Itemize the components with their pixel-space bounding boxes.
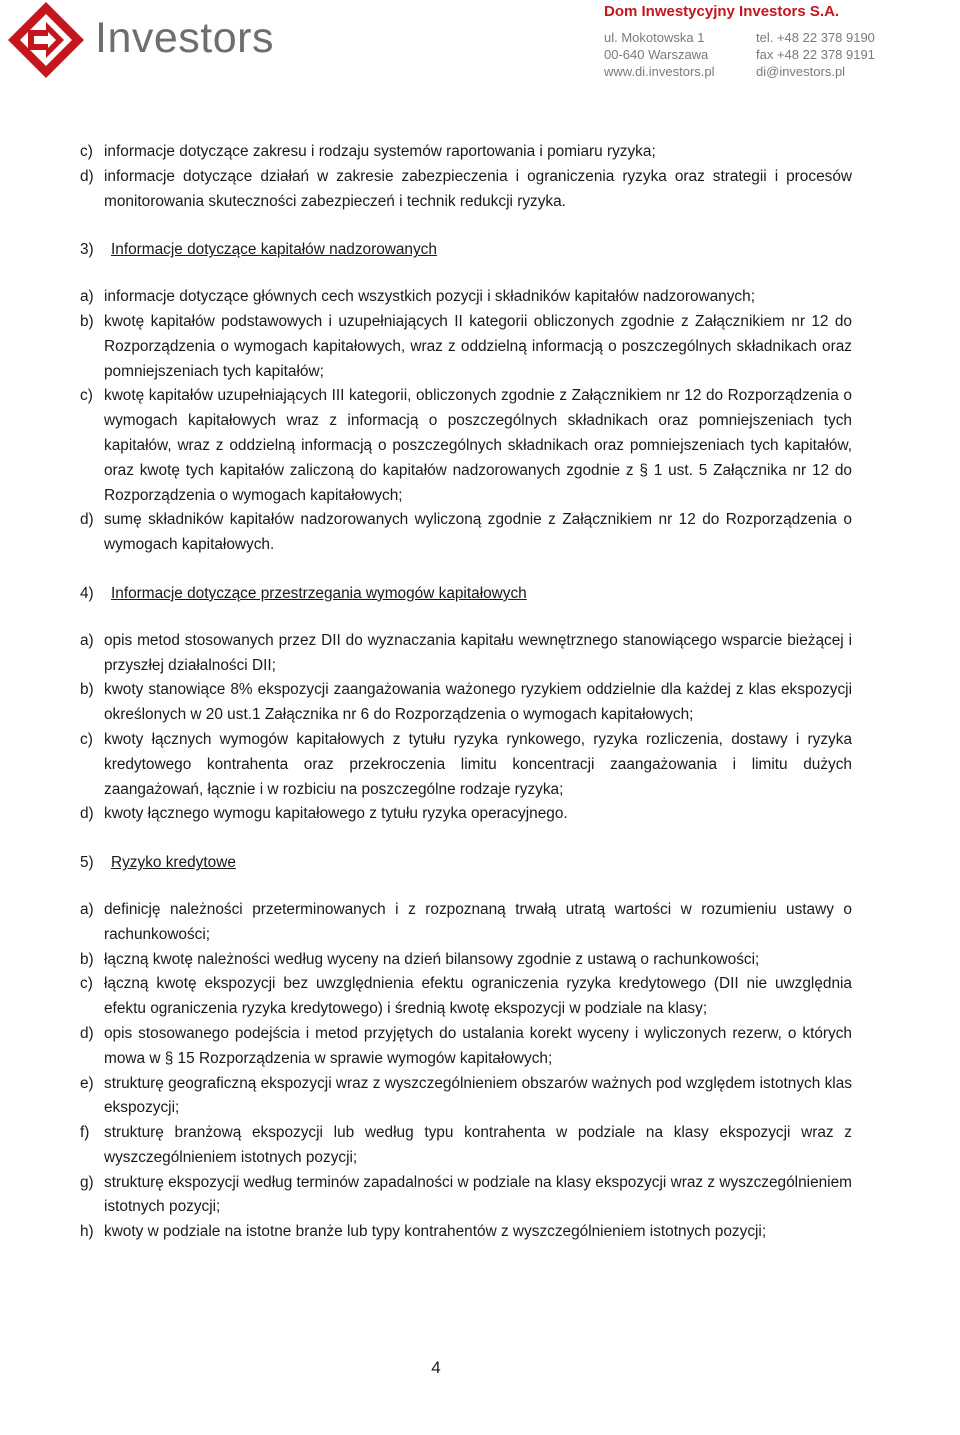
section-number: 3) [80,241,94,259]
list-item-label: a) [80,288,94,306]
list-item [80,1220,852,1245]
list-item [80,165,852,215]
list-item-text: informacje dotyczące zakresu i rodzaju systemów raportowania i pomiaru ryzyka; [104,143,656,160]
address-line-1: ul. Mokotowska 1 [604,30,705,45]
list-item-label: a) [80,900,94,918]
brand-name: Investors [95,14,274,62]
section-title: Ryzyko kredytowe [111,854,236,872]
list-item-label: a) [80,631,94,649]
list-item [80,384,852,508]
list-item-label: d) [80,511,94,529]
list-item [80,728,852,802]
list-item [80,948,852,973]
list-item [80,1171,852,1221]
list-item-text: strukturę branżową ekspozycji lub według typu kontrahenta w podziale na klasy ekspozycji wraz z wyszczególnieniem istotnych pozycji; [104,1124,852,1166]
company-address [604,29,715,80]
list-item [80,1022,852,1072]
list-item-label: b) [80,950,94,968]
website-link[interactable]: www.di.investors.pl [604,64,715,79]
list-item-text: informacje dotyczące głównych cech wszystkich pozycji i składników kapitałów nadzorowanych; [104,288,755,306]
list-item [80,1072,852,1122]
list-item-text: definicję należności przeterminowanych i z rozpoznaną trwałą utratą wartości w rozumieniu ustawy o rachunkowości; [104,900,852,943]
section-title: Informacje dotyczące kapitałów nadzorowanych [111,241,437,259]
list-item-text: kwoty łącznych wymogów kapitałowych z tytułu ryzyka rynkowego, ryzyka rozliczenia, dostawy i ryzyka kredytowego kontrahenta oraz przekroczenia limitu koncentracji zaangażowania i limitu dużych zaangażowań, łącznie i w rozbiciu na poszczególne rodzaje ryzyka; [104,730,852,798]
list-item [80,1121,852,1171]
list-item-label: g) [80,1173,94,1191]
section-number: 5) [80,854,94,872]
list-item-label: b) [80,312,94,330]
address-line-2: 00-640 Warszawa [604,47,709,62]
company-name: Dom Inwestycyjny Investors S.A. [604,3,840,20]
list-item-label: c) [80,143,93,160]
fax-number: fax +48 22 378 9191 [756,47,875,62]
company-contact [756,29,875,80]
list-item-text: opis metod stosowanych przez DII do wyznaczania kapitału wewnętrznego stanowiącego wsparcie bieżącej i przyszłej działalności DII; [104,631,852,674]
list-item-text: informacje dotyczące działań w zakresie zabezpieczenia i ograniczenia ryzyka oraz strategii i procesów monitorowania skuteczności zabezpieczeń i technik redukcji ryzyka. [104,167,852,210]
letterhead [0,0,960,82]
list-item-text: kwotę kapitałów uzupełniających III kategorii, obliczonych zgodnie z Załącznikiem nr 12 do Rozporządzenia o wymogach kapitałowych wraz z informacją o poszczególnych składnikach oraz pomniejszeniach tych kapitałów, wraz z oddzielną informacją o poszczególnych składnikach oraz pomniejszeniach tych kapitałów, oraz kwotę tych kapitałów zaliczoną do kapitałów nadzorowanych zgodnie z § 1 ust. 5 Załącznika nr 12 do Rozporządzenia o wymogach kapitałowych; [104,387,852,504]
list-item-label: c) [80,975,93,993]
list-item-text: kwoty stanowiące 8% ekspozycji zaangażowania ważonego ryzykiem oddzielnie dla każdej z klas ekspozycji określonych w 20 ust.1 Załącznika nr 6 do Rozporządzenia o wymogach kapitałowych; [104,681,852,724]
list-item [80,310,852,384]
list-item [80,140,852,165]
list-item-label: d) [80,805,94,823]
list-item-label: b) [80,681,94,699]
list-item-text: strukturę geograficzną ekspozycji wraz z wyszczególnieniem obszarów ważnych pod względem istotnych klas ekspozycji; [104,1074,852,1117]
section-number: 4) [80,584,94,602]
list-item-text: kwoty łącznego wymogu kapitałowego z tytułu ryzyka operacyjnego. [104,805,568,823]
list-item [80,972,852,1022]
list-item [80,898,852,948]
list-item [80,285,852,310]
list-item-text: kwoty w podziale na istotne branże lub typy kontrahentów z wyszczególnieniem istotnych pozycji; [104,1223,767,1241]
document-body [80,140,852,1245]
investors-diamond-logo-icon [6,0,86,82]
section-title: Informacje dotyczące przestrzegania wymogów kapitałowych [111,584,527,602]
list-item-label: d) [80,167,94,185]
section-heading-3 [80,238,852,263]
section-heading-4 [80,582,852,607]
list-item-text: opis stosowanego podejścia i metod przyjętych do ustalania korekt wyceny i wyliczonych rezerw, o których mowa w § 15 Rozporządzenia w sprawie wymogów kapitałowych; [104,1024,852,1067]
list-item [80,678,852,728]
list-item-text: łączną kwotę należności według wyceny na dzień bilansowy zgodnie z ustawą o rachunkowości; [104,950,760,968]
list-item-label: h) [80,1223,94,1241]
list-item-text: strukturę ekspozycji według terminów zapadalności w podziale na klasy ekspozycji wraz z wyszczególnieniem istotnych pozycji; [104,1173,852,1216]
list-item [80,508,852,558]
list-item-label: c) [80,387,93,405]
list-item-label: d) [80,1024,94,1042]
section-heading-5 [80,851,852,876]
list-item-label: f) [80,1124,90,1142]
list-item-label: e) [80,1074,94,1092]
list-item [80,802,852,827]
list-item-label: c) [80,730,93,748]
page-number: 4 [431,1358,441,1377]
list-item-text: sumę składników kapitałów nadzorowanych wyliczoną zgodnie z Załącznikiem nr 12 do Rozporządzenia o wymogach kapitałowych. [104,511,852,554]
list-item [80,629,852,679]
email-link[interactable]: di@investors.pl [756,64,846,79]
phone-number: tel. +48 22 378 9190 [756,30,875,45]
list-item-text: łączną kwotę ekspozycji bez uwzględnienia efektu ograniczenia ryzyka kredytowego (DII nie uwzględnia efektu ograniczenia ryzyka kredytowego) i średnią kwotę ekspozycji w podziale na klasy; [104,975,852,1018]
list-item-text: kwotę kapitałów podstawowych i uzupełniających II kategorii obliczonych zgodnie z Załącznikiem nr 12 do Rozporządzenia o wymogach kapitałowych, wraz z oddzielną informacją o poszczególnych składnikach oraz pomniejszeniach tych kapitałów; [104,312,852,380]
